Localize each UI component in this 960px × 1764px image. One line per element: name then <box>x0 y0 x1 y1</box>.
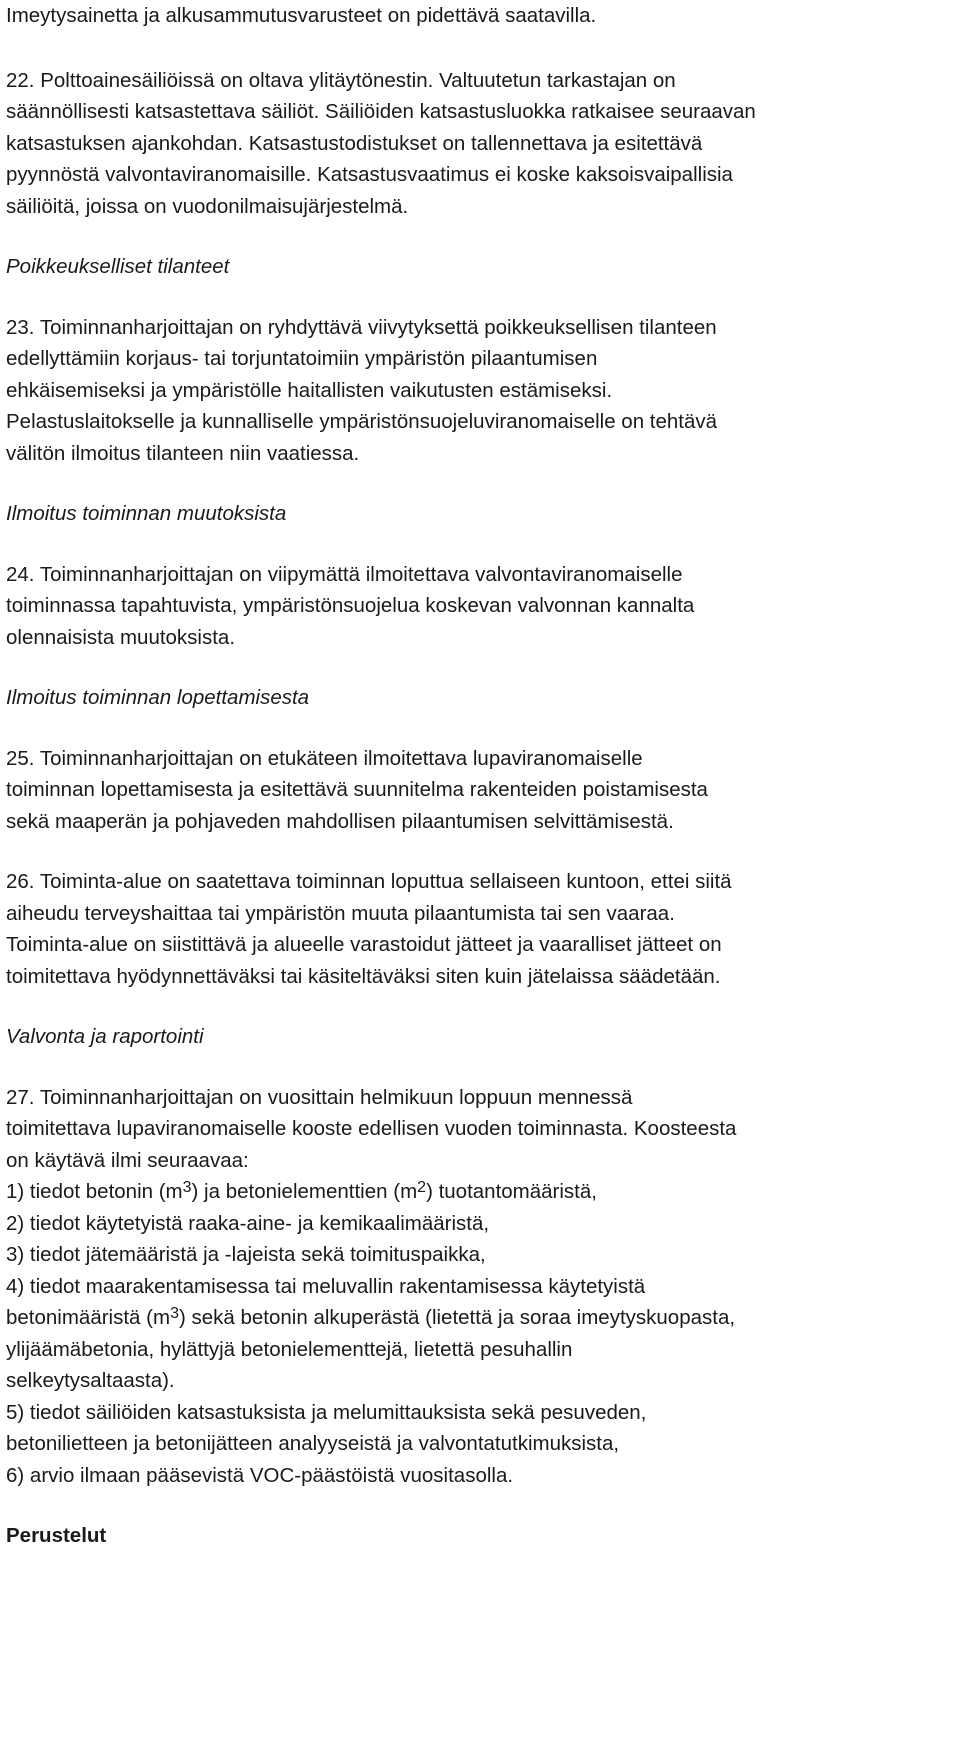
paragraph-line: Imeytysainetta ja alkusammutusvarusteet on pidettävä saatavilla. <box>6 4 597 27</box>
paragraph-line: 22. Polttoainesäiliöissä on oltava ylitäytönestin. Valtuutetun tarkastajan on <box>6 68 676 92</box>
superscript: 2 <box>417 1179 427 1196</box>
paragraph-line: pyynnöstä valvontaviranomaisille. Katsastusvaatimus ei koske kaksoisvaipallisia <box>6 163 733 186</box>
list-text: ) ja betonielementtien (m <box>191 1180 418 1203</box>
paragraph-line: aiheudu terveyshaittaa tai ympäristön muuta pilaantumista tai sen vaaraa. <box>6 901 675 925</box>
section-heading: Poikkeukselliset tilanteet <box>6 255 230 278</box>
paragraph-line: 25. Toiminnanharjoittajan on etukäteen ilmoitettava lupaviranomaiselle <box>6 746 643 770</box>
list-item: 6) arvio ilmaan pääsevistä VOC-päästöistä vuositasolla. <box>6 1463 514 1487</box>
paragraph-line: 26. Toiminta-alue on saatettava toiminnan loputtua sellaiseen kuntoon, ettei siitä <box>6 870 732 893</box>
section-heading: Ilmoitus toiminnan lopettamisesta <box>6 686 310 709</box>
paragraph-line: katsastuksen ajankohdan. Katsastustodistukset on tallennettava ja esitettävä <box>6 131 703 155</box>
list-item-continued <box>6 1302 960 1334</box>
list-item-continued: betonilietteen ja betonijätteen analyyseistä ja valvontatutkimuksista, <box>6 1432 620 1455</box>
paragraph-line: sekä maaperän ja pohjaveden mahdollisen pilaantumisen selvittämisestä. <box>6 809 674 833</box>
paragraph-27 <box>6 1082 960 1492</box>
paragraph-24 <box>6 559 960 654</box>
paragraph-line: on käytävä ilmi seuraavaa: <box>6 1148 249 1172</box>
list-item-continued: selkeytysaltaasta). <box>6 1369 175 1392</box>
list-text: ) tuotantomääristä, <box>426 1180 597 1203</box>
paragraph-26 <box>6 866 960 992</box>
superscript: 3 <box>170 1305 179 1322</box>
list-text: ) sekä betonin alkuperästä (lietettä ja soraa imeytyskuopasta, <box>178 1306 736 1329</box>
list-text: betonimääristä (m <box>6 1306 171 1329</box>
paragraph-line: 23. Toiminnanharjoittajan on ryhdyttävä viivytyksettä poikkeuksellisen tilanteen <box>6 315 717 339</box>
paragraph-line: Pelastuslaitokselle ja kunnalliselle ympäristönsuojeluviranomaiselle on tehtävä <box>6 410 718 433</box>
paragraph-line: ehkäisemiseksi ja ympäristölle haitallisten vaikutusten estämiseksi. <box>6 378 613 402</box>
paragraph-line: edellyttämiin korjaus- tai torjuntatoimiin ympäristön pilaantumisen <box>6 347 598 370</box>
list-item-continued: ylijäämäbetonia, hylättyjä betonielementtejä, lietettä pesuhallin <box>6 1337 573 1361</box>
paragraph-line: toimitettava lupaviranomaiselle kooste edellisen vuoden toiminnasta. Koosteesta <box>6 1117 737 1140</box>
paragraph-line: Toiminta-alue on siistittävä ja alueelle varastoidut jätteet ja vaaralliset jätteet on <box>6 933 722 956</box>
paragraph-line: säännöllisesti katsastettava säiliöt. Säiliöiden katsastusluokka ratkaisee seuraavan <box>6 100 756 123</box>
paragraph-line: olennaisista muutoksista. <box>6 625 236 649</box>
paragraph-line: toiminnassa tapahtuvista, ympäristönsuojelua koskevan valvonnan kannalta <box>6 594 695 617</box>
paragraph-22 <box>6 65 960 223</box>
section-heading-bold: Perustelut <box>6 1524 107 1547</box>
paragraph-line: 24. Toiminnanharjoittajan on viipymättä ilmoitettava valvontaviranomaiselle <box>6 562 683 586</box>
list-item: 4) tiedot maarakentamisessa tai meluvallin rakentamisessa käytetyistä <box>6 1274 646 1298</box>
paragraph-23 <box>6 312 960 470</box>
paragraph-25 <box>6 743 960 838</box>
paragraph-line: toimitettava hyödynnettäväksi tai käsiteltäväksi siten kuin jätelaissa säädetään. <box>6 964 721 988</box>
paragraph-line: säiliöitä, joissa on vuodonilmaisujärjestelmä. <box>6 194 409 218</box>
list-item: 5) tiedot säiliöiden katsastuksista ja melumittauksista sekä pesuveden, <box>6 1400 647 1424</box>
list-item <box>6 1176 960 1208</box>
paragraph-line: 27. Toiminnanharjoittajan on vuosittain helmikuun loppuun mennessä <box>6 1085 633 1109</box>
paragraph-line: välitön ilmoitus tilanteen niin vaatiessa. <box>6 441 360 465</box>
superscript: 3 <box>182 1179 192 1196</box>
section-heading: Ilmoitus toiminnan muutoksista <box>6 502 287 525</box>
list-item: 3) tiedot jätemääristä ja -lajeista sekä toimituspaikka, <box>6 1243 486 1266</box>
list-item: 2) tiedot käytetyistä raaka-aine- ja kemikaalimääristä, <box>6 1211 490 1235</box>
section-heading: Valvonta ja raportointi <box>6 1025 204 1048</box>
list-text: 1) tiedot betonin (m <box>6 1180 183 1203</box>
paragraph-line: toiminnan lopettamisesta ja esitettävä suunnitelma rakenteiden poistamisesta <box>6 778 708 801</box>
